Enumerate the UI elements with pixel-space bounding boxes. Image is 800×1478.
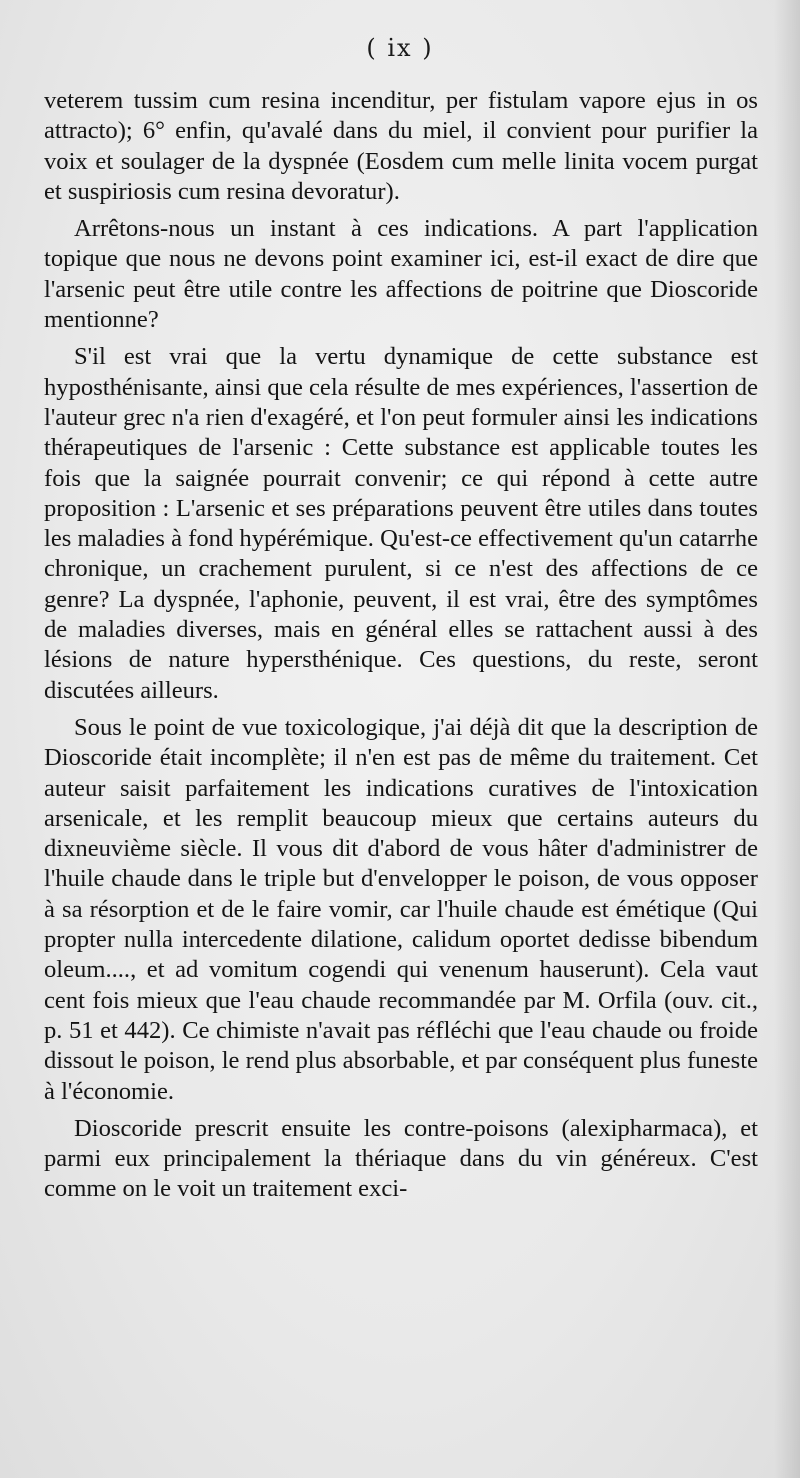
- page-edge-shadow: [774, 0, 800, 1478]
- page-number: ( ix ): [366, 34, 434, 62]
- paragraph-5: Dioscoride prescrit ensuite les contre-poisons (alexipharmaca), et parmi eux principalement la thériaque dans du vin généreux. C'est comme on le voit un traitement exci-: [44, 1114, 758, 1203]
- body-text: [44, 86, 758, 1205]
- paragraph-4: Sous le point de vue toxicologique, j'ai déjà dit que la description de Dioscoride était incomplète; il n'en est pas de même du traitement. Cet auteur saisit parfaitement les indications curatives de l'intoxication arsenicale, et les remplit beaucoup mieux que certains auteurs du dixneuvième siècle. Il vous dit d'abord de vous hâter d'administrer de l'huile chaude dans le triple but d'envelopper le poison, de vous opposer à sa résorption et de le faire vomir, car l'huile chaude est émétique (Qui propter nulla intercedente dilatione, calidum oportet dedisse bibendum oleum...., et ad vomitum cogendi qui venenum hauserunt). Cela vaut cent fois mieux que l'eau chaude recommandée par M. Orfila (ouv. cit., p. 51 et 442). Ce chimiste n'avait pas réfléchi que l'eau chaude ou froide dissout le poison, le rend plus absorbable, et par conséquent plus funeste à l'économie.: [44, 713, 758, 1105]
- paragraph-3: S'il est vrai que la vertu dynamique de cette substance est hyposthénisante, ainsi que cela résulte de mes expériences, l'assertion de l'auteur grec n'a rien d'exagéré, et l'on peut formuler ainsi les indications thérapeutiques de l'arsenic : Cette substance est applicable toutes les fois que la saignée pourrait convenir; ce qui répond à cette autre proposition : L'arsenic et ses préparations peuvent être utiles dans toutes les maladies à fond hypérémique. Qu'est-ce effectivement qu'un catarrhe chronique, un crachement purulent, si ce n'est des affections de ce genre? La dyspnée, l'aphonie, peuvent, il est vrai, être des symptômes de maladies diverses, mais en général elles se rattachent aussi à des lésions de nature hypersthénique. Ces questions, du reste, seront discutées ailleurs.: [44, 343, 758, 704]
- paragraph-2: Arrêtons-nous un instant à ces indications. A part l'application topique que nous ne devons point examiner ici, est-il exact de dire que l'arsenic peut être utile contre les affections de poitrine que Dioscoride mentionne?: [44, 215, 758, 334]
- paragraph-1: veterem tussim cum resina incenditur, per fistulam vapore ejus in os attracto); 6° enfin, qu'avalé dans du miel, il convient pour purifier la voix et soulager de la dyspnée (Eosdem cum melle linita vocem purgat et suspiriosis cum resina devoratur).: [44, 87, 758, 205]
